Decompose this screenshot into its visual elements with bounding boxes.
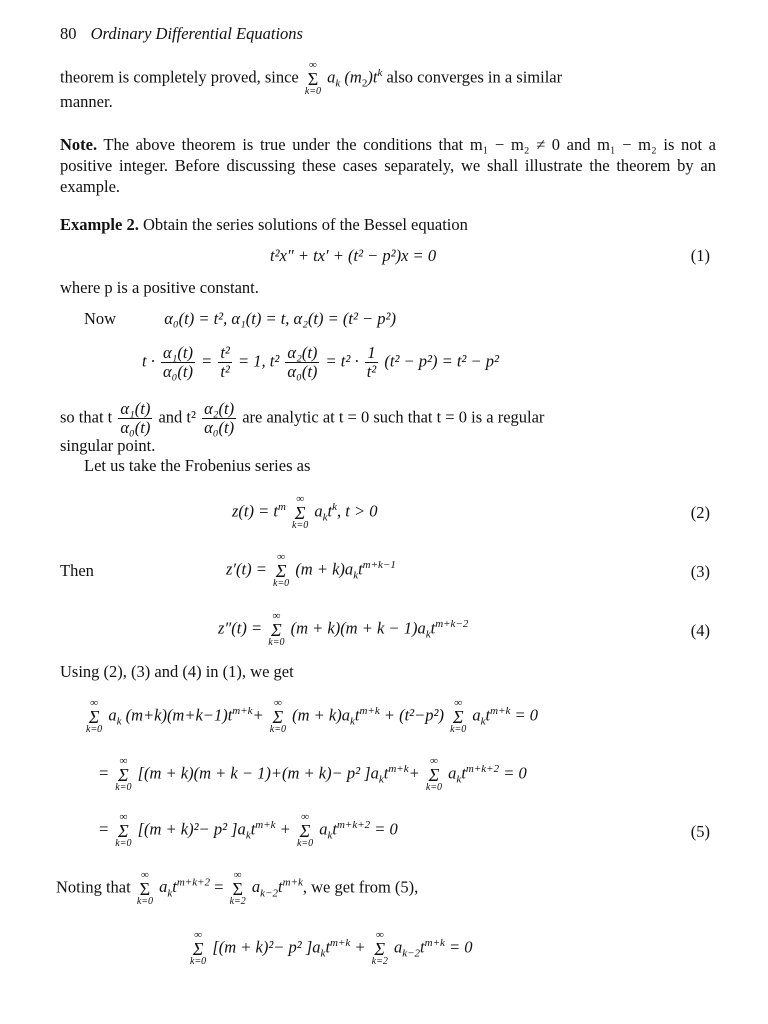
final-equation: ∞ Σ k=0 [(m + k)²− p² ]$a_kt^{m+k}$ + ∞ Σ k=2 $a_{k-2}t^{m+k} = 0$ xyxy=(190,929,473,967)
equation-2: $z(t) = t^m$ ∞ Σ k=0 $a_kt^k$, t > 0 xyxy=(232,493,378,531)
now-line xyxy=(84,309,396,329)
intro-text: theorem is completely proved, since xyxy=(60,67,299,87)
summation: ∞ Σ k=0 xyxy=(304,59,322,97)
page-header xyxy=(60,24,303,44)
now-label: Now xyxy=(84,309,117,328)
equation-3: z′(t) = ∞ Σ k=0 $(m + k)a_kt^{m+k-1}$ xyxy=(226,551,396,589)
intro-line: theorem is completely proved, since ∞ Σ k=0 $a_k$ $(m_2)t^k$ also converges in a similar xyxy=(60,59,563,97)
example-heading xyxy=(60,215,468,235)
frobenius-intro: Let us take the Frobenius series as xyxy=(84,456,311,475)
equation-number-2: (2) xyxy=(690,503,710,522)
ratio-equation: t · $\frac{\text{α₁(t)}}{\text{α₀(t)}}$ = $\frac{\text{t²}}{\text{t²}}$ = 1, t² $\frac{\text{α₂(t)}}{\text{α₀(t)}}$ = t² · $\frac{1}{\text{t²}}$ (t² − p²) = t² − p² xyxy=(142,343,499,382)
equation-number-1: (1) xyxy=(690,246,710,265)
so-that-line: so that t $\frac{\text{α₁(t)}}{\text{α₀(t)}}$ and t² $\frac{\text{α₂(t)}}{\text{α₀(t)}}$ are analytic at t = 0 such that t = 0 is a regular xyxy=(60,399,545,438)
intro-line-2: manner. xyxy=(60,92,113,111)
note-label: Note. xyxy=(60,135,98,154)
singular-point-text: singular point. xyxy=(60,436,156,455)
equation-number-5: (5) xyxy=(690,822,710,841)
note-paragraph xyxy=(60,134,716,197)
noting-line: Noting that ∞ Σ k=0 $a_kt^{m+k+2}$ = ∞ Σ k=2 $a_{k-2}t^{m+k}$, we get from (5), xyxy=(56,869,419,907)
expanded-equation-1: ∞ Σ k=0 $a_k$ $(m+k)(m+k-1)t^{m+k}+$ ∞ Σ k=0 $(m + k)a_kt^{m+k} + (t^2-p^2)$ ∞ Σ k=0 $a_kt^{m+k} = 0$ xyxy=(86,697,539,735)
page-number: 80 xyxy=(60,24,77,43)
equation-5: = ∞ Σ k=0 [(m + k)²− p² ]$a_kt^{m+k}$ + ∞ Σ k=0 $a_kt^{m+k+2} = 0$ xyxy=(98,811,398,849)
expanded-equation-2: = ∞ Σ k=0 [(m + k)(m + k − 1)+(m + k)− p² ]$a_kt^{m+k}+$ ∞ Σ k=0 $a_kt^{m+k+2} = 0$ xyxy=(98,755,527,793)
example-text: Obtain the series solutions of the Bessel equation xyxy=(142,215,468,234)
equation-number-4: (4) xyxy=(690,621,710,640)
equation-number-3: (3) xyxy=(690,562,710,581)
running-title: Ordinary Differential Equations xyxy=(90,24,303,43)
equation-1: t²x″ + tx′ + (t² − p²)x = 0 xyxy=(270,246,437,265)
where-text: where p is a positive constant. xyxy=(60,278,259,297)
example-label: Example 2. xyxy=(60,215,139,234)
then-label: Then xyxy=(60,561,94,580)
equation-4: z″(t) = ∞ Σ k=0 $(m + k)(m + k - 1)a_kt^{m+k-2}$ xyxy=(218,610,469,648)
using-text: Using (2), (3) and (4) in (1), we get xyxy=(60,662,294,681)
now-expression: α₀(t) = t², α₁(t) = t, α₂(t) = (t² − p²) xyxy=(164,309,397,328)
note-text: The above theorem is true under the conditions that m₁ − m₂ ≠ 0 and m₁ − m₂ is not a positive integer. Before discussing these cases separately, we shall illustrate the theorem by an example. xyxy=(60,135,717,196)
